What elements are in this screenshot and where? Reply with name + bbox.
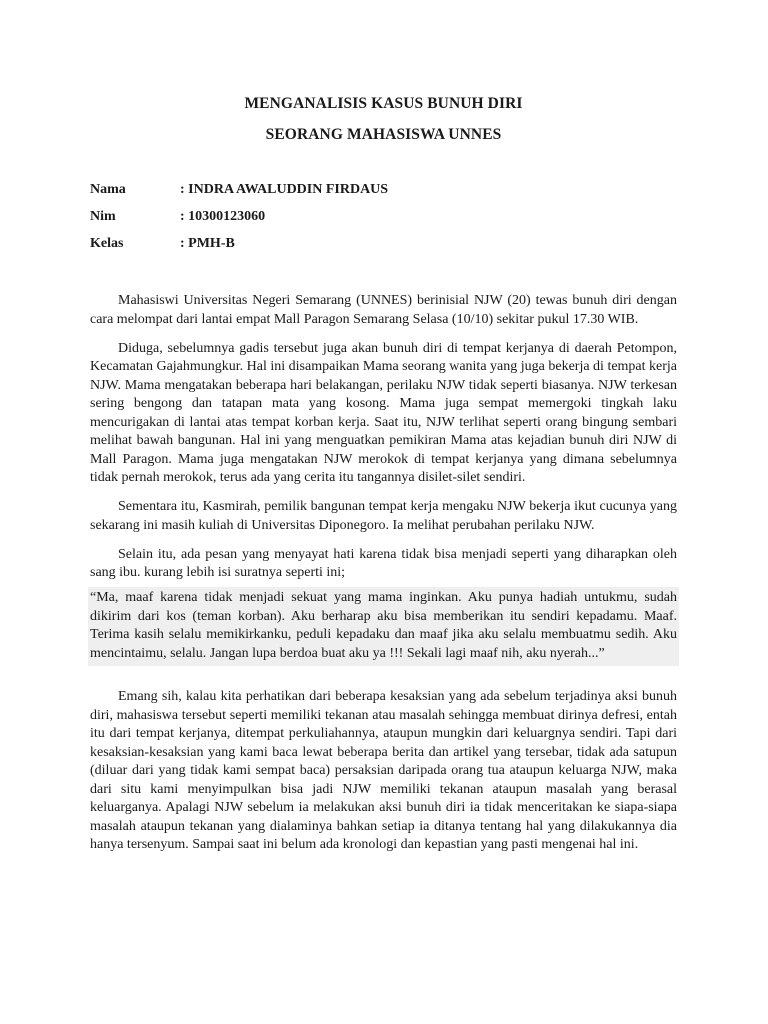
student-info <box>90 182 677 263</box>
paragraph: Selain itu, ada pesan yang menyayat hati karena tidak bisa menjadi seperti yang diharapkan oleh sang ibu. kurang lebih isi suratnya seperti ini; <box>90 546 677 580</box>
document-body <box>90 292 677 865</box>
letter-quote: “Ma, maaf karena tidak menjadi sekuat yang mama inginkan. Aku punya hadiah untukmu, sudah dikirim dari kos (teman korban). Aku berharap aku bisa memberikan itu sendiri kepadamu. Maaf. Terima kasih selalu memikirkanku, peduli kepadaku dan maaf jika aku selalu membuatmu sedih. Aku mencintaimu, selalu. Jangan lupa berdoa buat aku ya !!! Sekali lagi maaf nih, aku nyerah...” <box>88 587 679 666</box>
info-value: : INDRA AWALUDDIN FIRDAUS <box>180 182 389 197</box>
paragraph: Sementara itu, Kasmirah, pemilik bangunan tempat kerja mengaku NJW bekerja ikut cucunya yang sekarang ini masih kuliah di Universitas Diponegoro. Ia melihat perubahan perilaku NJW. <box>90 499 677 533</box>
info-label: Nim <box>90 209 116 224</box>
closing-paragraph: Emang sih, kalau kita perhatikan dari beberapa kesaksian yang ada sebelum terjadinya aksi bunuh diri, mahasiswa tersebut seperti memiliki tekanan atau masalah sehingga membuat dirinya defresi, entah itu dari tempat kerjanya, ditempat perkuliahannya, ataupun mungkin dari keluargnya sendiri. Tapi dari kesaksian-kesaksian yang kami baca lewat beberapa berita dan artikel yang tersebar, tidak ada satupun (diluar dari yang tidak kami sempat baca) persaksian daripada orang tua ataupun keluarga NJW, maka dari situ kami menyimpulkan bisa jadi NJW memiliki tekanan ataupun masalah yang berasal keluarganya. Apalagi NJW sebelum ia melakukan aksi bunuh diri ia tidak menceritakan ke siapa-siapa masalah ataupun tekanan yang dialaminya bahkan setiap ia ditanya tentang hal yang dilakukannya dia hanya tersenyum. Sampai saat ini belum ada kronologi dan kepastian yang pasti mengenai hal ini. <box>90 689 677 852</box>
info-row-kelas <box>90 236 677 263</box>
paragraph: Diduga, sebelumnya gadis tersebut juga akan bunuh diri di tempat kerjanya di daerah Petompon, Kecamatan Gajahmungkur. Hal ini disampaikan Mama seorang wanita yang juga bekerja di tempat kerja NJW. Mama mengatakan beberapa hari belakangan, perilaku NJW tidak seperti biasanya. NJW terkesan sering bengong dan tatapan mata yang kosong. Mama juga sempat memergoki tingkah laku mencurigakan di lantai atas tempat korban kerja. Saat itu, NJW terlihat seperti orang bingung sembari melihat bawah bangunan. Hal ini yang menguatkan pemikiran Mama atas kejadian bunuh diri NJW di Mall Paragon. Mama juga mengatakan NJW merokok di tempat kerjanya yang dimana sebelumnya tidak pernah merokok, terus ada yang cerita itu tangannya disilet-silet sendiri. <box>90 340 678 485</box>
info-row-nama <box>90 182 677 209</box>
info-label: Nama <box>90 182 126 197</box>
document-title-line1: MENGANALISIS KASUS BUNUH DIRI <box>244 95 523 112</box>
document-title-line2: SEORANG MAHASISWA UNNES <box>265 126 502 143</box>
info-label: Kelas <box>90 236 124 251</box>
info-row-nim <box>90 209 677 236</box>
info-value: : 10300123060 <box>180 209 266 224</box>
info-value: : PMH-B <box>180 236 235 251</box>
paragraph: Mahasiswi Universitas Negeri Semarang (UNNES) berinisial NJW (20) tewas bunuh diri dengan cara melompat dari lantai empat Mall Paragon Semarang Selasa (10/10) sekitar pukul 17.30 WIB. <box>90 293 677 327</box>
